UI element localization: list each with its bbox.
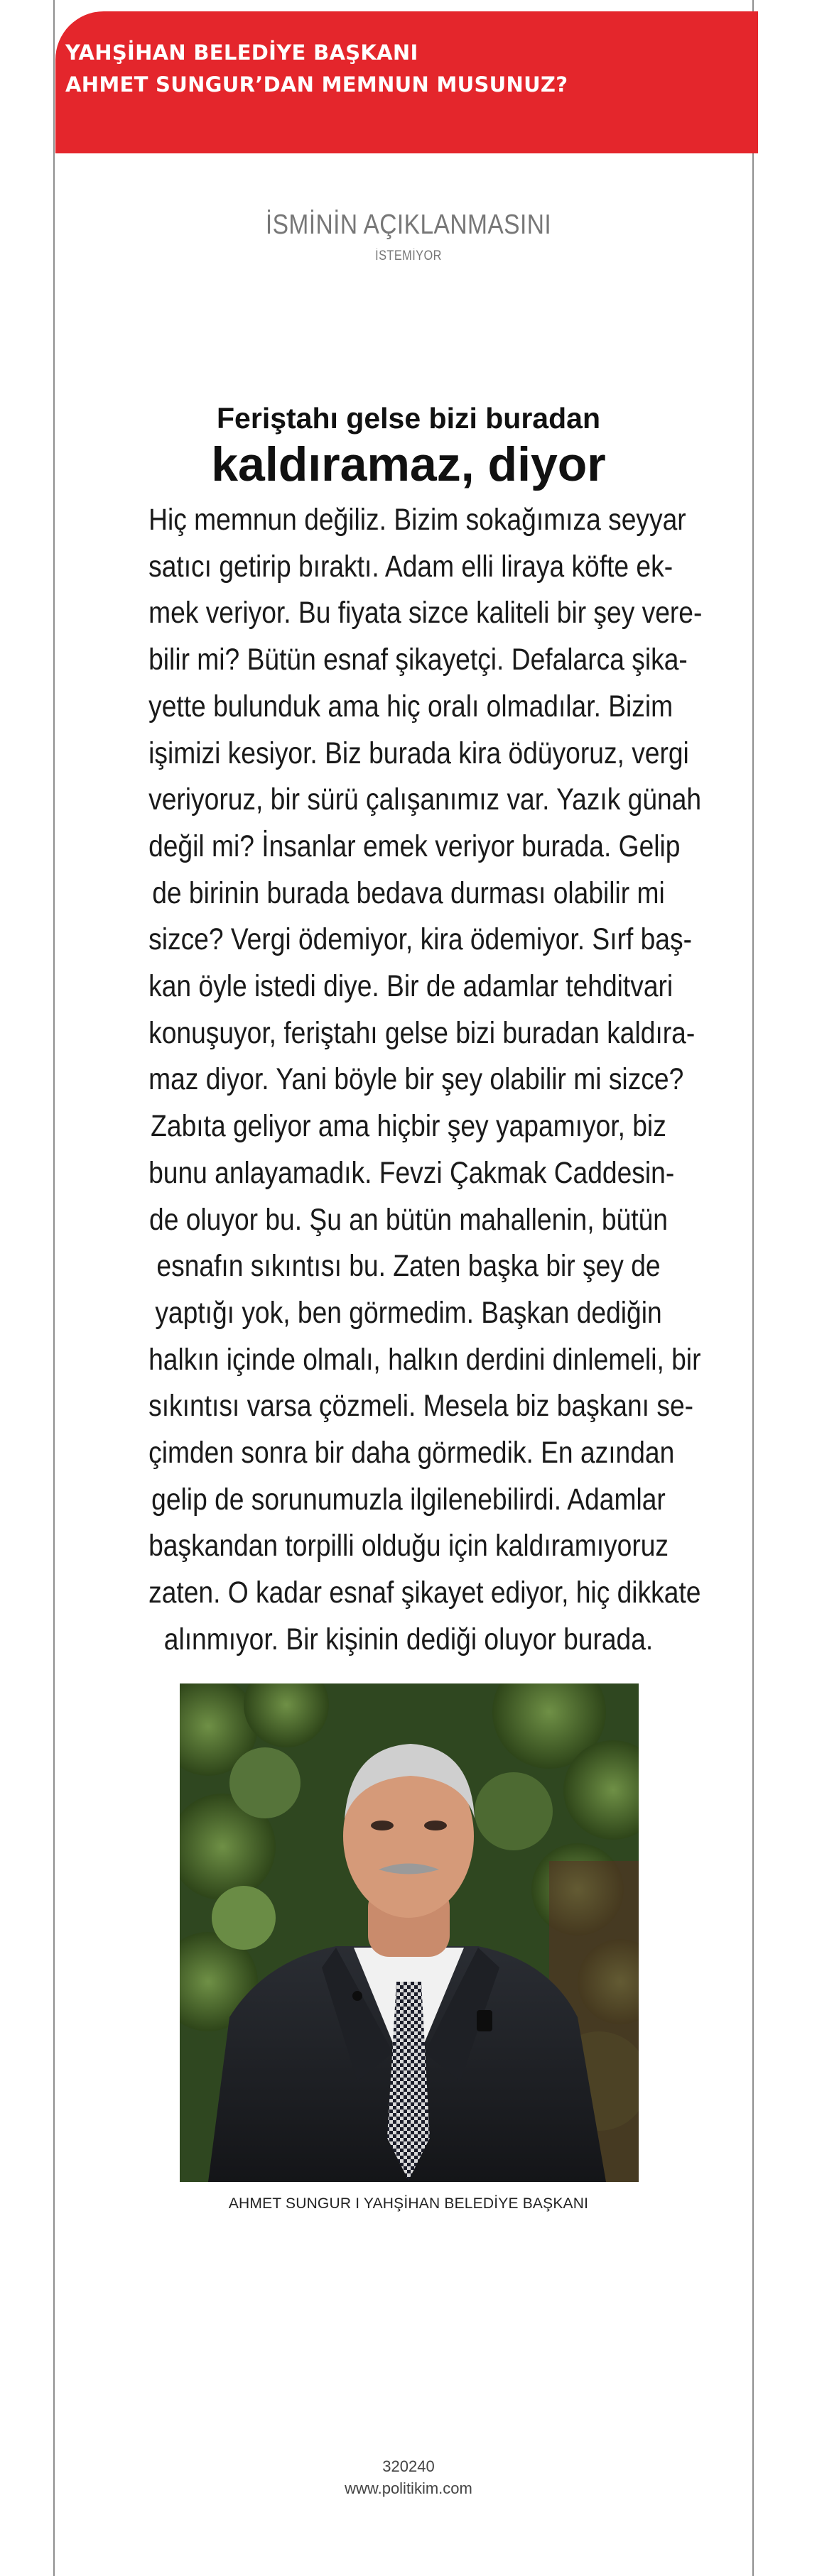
article-line: satıcı getirip bıraktı. Adam elli liraya köfte ek- bbox=[148, 549, 673, 584]
photo-caption: AHMET SUNGUR I YAHŞİHAN BELEDİYE BAŞKANI bbox=[228, 2195, 589, 2212]
article-line: de birinin burada bedava durması olabilir mi bbox=[152, 875, 665, 910]
article-line: konuşuyor, feriştahı gelse bizi buradan kaldıra- bbox=[148, 1015, 696, 1050]
respondent-name-label: İSMİNİN AÇIKLANMASINI bbox=[265, 209, 552, 240]
article-line: veriyoruz, bir sürü çalışanımız var. Yazık günah bbox=[148, 782, 702, 817]
article-line: yaptığı yok, ben görmedim. Başkan dediğin bbox=[155, 1295, 662, 1330]
mayor-photo bbox=[180, 1683, 639, 2182]
article-line: başkandan torpilli olduğu için kaldıramıyoruz bbox=[148, 1529, 669, 1563]
header-line-1: YAHŞİHAN BELEDİYE BAŞKANI bbox=[65, 40, 418, 65]
article-line: alınmıyor. Bir kişinin dediği oluyor burada. bbox=[163, 1622, 654, 1657]
article-line: bunu anlayamadık. Fevzi Çakmak Caddesin- bbox=[148, 1155, 675, 1190]
headline-small: Feriştahı gelse bizi buradan bbox=[217, 402, 600, 435]
footer-url: www.politikim.com bbox=[345, 2479, 472, 2497]
article-line: yette bulunduk ama hiç oralı olmadılar. Bizim bbox=[148, 689, 673, 724]
article-line: Zabıta geliyor ama hiçbir şey yapamıyor, biz bbox=[151, 1109, 666, 1144]
article-line: maz diyor. Yani böyle bir şey olabilir mi sizce? bbox=[148, 1062, 684, 1097]
header-line-2: AHMET SUNGUR’DAN MEMNUN MUSUNUZ? bbox=[65, 72, 568, 97]
headline-big: kaldıramaz, diyor bbox=[211, 437, 606, 491]
article-line: halkın içinde olmalı, halkın derdini dinlemeli, bir bbox=[148, 1342, 701, 1377]
article-line: gelip de sorunumuzla ilgilenebilirdi. Adamlar bbox=[151, 1482, 666, 1517]
article-line: sıkıntısı varsa çözmeli. Mesela biz başkanı se- bbox=[148, 1389, 694, 1424]
respondent-name-sub: İSTEMİYOR bbox=[375, 249, 442, 263]
article-line: Hiç memnun değiliz. Bizim sokağımıza seyyar bbox=[148, 503, 686, 537]
article-line: bilir mi? Bütün esnaf şikayetçi. Defalarca şika- bbox=[148, 643, 688, 677]
article-line: çimden sonra bir daha görmedik. En azından bbox=[148, 1436, 675, 1470]
article-body bbox=[108, 497, 709, 1664]
footer-code: 320240 bbox=[382, 2457, 435, 2475]
article-line: değil mi? İnsanlar emek veriyor burada. Gelip bbox=[148, 829, 681, 863]
article-line: kan öyle istedi diye. Bir de adamlar tehditvari bbox=[148, 969, 673, 1004]
article-line: de oluyor bu. Şu an bütün mahallenin, bütün bbox=[149, 1202, 668, 1237]
article-line: zaten. O kadar esnaf şikayet ediyor, hiç dikkate bbox=[148, 1576, 701, 1610]
article-line: esnafın sıkıntısı bu. Zaten başka bir şey de bbox=[156, 1249, 661, 1284]
header-title bbox=[65, 37, 568, 101]
article-line: sizce? Vergi ödemiyor, kira ödemiyor. Sırf baş- bbox=[148, 922, 692, 957]
article-line: işimizi kesiyor. Biz burada kira ödüyoruz, vergi bbox=[148, 736, 689, 770]
article-line: mek veriyor. Bu fiyata sizce kaliteli bir şey vere- bbox=[148, 596, 703, 631]
